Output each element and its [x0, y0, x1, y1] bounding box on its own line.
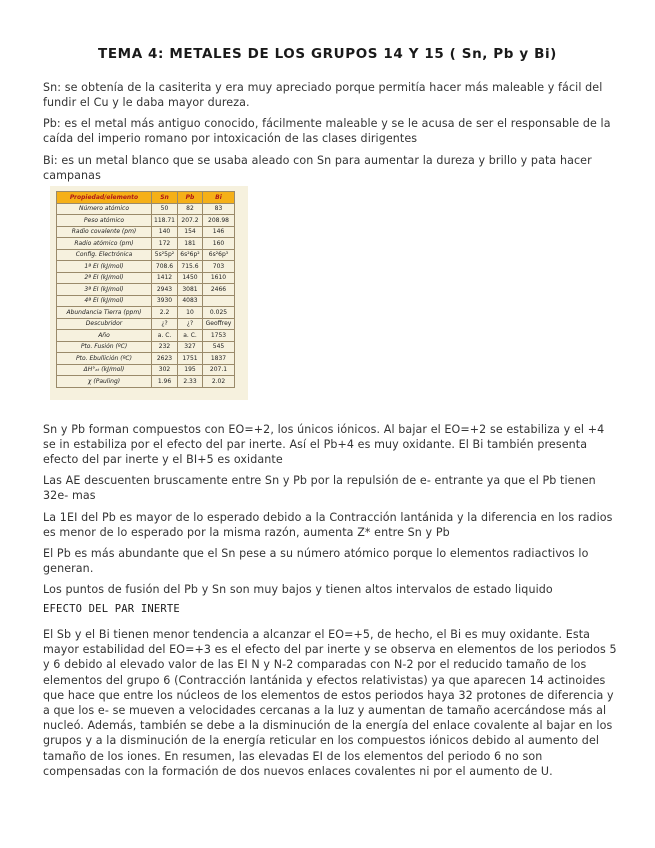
table-cell: 10: [178, 307, 203, 319]
table-body: [57, 203, 235, 387]
table-cell: 0.025: [203, 307, 235, 319]
table-cell: 83: [203, 203, 235, 215]
table-row: [57, 238, 235, 250]
table-row-label: 4ª EI (kJ/mol): [57, 295, 152, 307]
table-cell: 2623: [152, 353, 178, 365]
table-row-label: Pto. Fusión (ºC): [57, 341, 152, 353]
table-row-label: 1ª EI (kJ/mol): [57, 261, 152, 273]
table-cell: 2.2: [152, 307, 178, 319]
paragraph-oxidation-states: Sn y Pb forman compuestos con EO=+2, los únicos iónicos. Al bajar el EO=+2 se estabiliza y el +4 se in estabiliza por el efecto del par inerte. Así el Pb+4 es muy oxidante. El Bi también presenta efecto del par inerte y el BI+5 es oxidante: [43, 423, 605, 467]
table-cell: 703: [203, 261, 235, 273]
table-cell: 6s²6p²: [178, 249, 203, 261]
table-row: [57, 330, 235, 342]
table-header-cell: Pb: [178, 192, 203, 204]
table-row: [57, 284, 235, 296]
table-cell: 6s²6p³: [203, 249, 235, 261]
table-cell: 708.6: [152, 261, 178, 273]
table-cell: 140: [152, 226, 178, 238]
table-row-label: χ (Pauling): [57, 376, 152, 388]
table-cell: 181: [178, 238, 203, 250]
table-cell: 1.96: [152, 376, 178, 388]
table-row: [57, 341, 235, 353]
table-row: [57, 226, 235, 238]
table-row: [57, 249, 235, 261]
table-row: [57, 272, 235, 284]
table-cell: 1753: [203, 330, 235, 342]
table-row-label: Config. Electrónica: [57, 249, 152, 261]
table-cell: Geoffrey: [203, 318, 235, 330]
paragraph-inert-pair-effect: El Sb y el Bi tienen menor tendencia a alcanzar el EO=+5, de hecho, el Bi es muy oxidante. Esta mayor estabilidad del EO=+3 es el efecto del par inerte y se observa en elementos de los periodos 5 y 6 debido al elevado valor de las EI N y N-2 comparadas con N-2 por el reducido tamaño de los elementos del grupo 6 (Contracción lantánida y efectos relativistas) ya que aparecen 14 actinoides que hace que entre los núcleos de los elementos de estos periodos haya 32 protones de diferencia y a que los e- se mueven a velocidades cercanas a la luz y aumentan de tamaño acercándose más al nucleó. Además, también se debe a la disminución de la energía del enlace covalente al bajar en los grupos y a la disminución de la energía reticular en los compuestos iónicos debido al aumento del tamaño de los iones. En resumen, las elevadas EI de los elementos del periodo 6 no son compensadas con la formación de dos nuevos enlaces covalentes ni por el aumento de U.: [43, 628, 617, 778]
table-cell: 4083: [178, 295, 203, 307]
table-row: [57, 203, 235, 215]
table-cell: 160: [203, 238, 235, 250]
table-cell: 195: [178, 364, 203, 376]
table-cell: 1450: [178, 272, 203, 284]
table-cell: [203, 295, 235, 307]
table-row-label: ΔH°ₐₜ (kJ/mol): [57, 364, 152, 376]
table-cell: 715.6: [178, 261, 203, 273]
table-row: [57, 295, 235, 307]
table-header-cell: Propiedad/elemento: [57, 192, 152, 204]
paragraph-abundance: El Pb es más abundante que el Sn pese a su número atómico porque lo elementos radiactivos lo generan.: [43, 547, 589, 576]
paragraph-electron-affinity: Las AE descuenten bruscamente entre Sn y Pb por la repulsión de e- entrante ya que el Pb tienen 32e- mas: [43, 474, 596, 503]
table-cell: 1610: [203, 272, 235, 284]
table-cell: 545: [203, 341, 235, 353]
table-row: [57, 318, 235, 330]
table-cell: 82: [178, 203, 203, 215]
table-row-label: Descubridor: [57, 318, 152, 330]
table-cell: 5s²5p²: [152, 249, 178, 261]
table-cell: 2943: [152, 284, 178, 296]
table-row-label: Abundancia Tierra (ppm): [57, 307, 152, 319]
table-row-label: Peso atómico: [57, 215, 152, 227]
table-row: [57, 376, 235, 388]
table-cell: ¿?: [178, 318, 203, 330]
paragraph-bi: Bi: es un metal blanco que se usaba aleado con Sn para aumentar la dureza y brillo y pata hacer campanas: [43, 154, 592, 183]
section-heading: EFECTO DEL PAR INERTE: [43, 603, 180, 615]
table-cell: 3930: [152, 295, 178, 307]
properties-table: [56, 191, 235, 388]
table-row: [57, 353, 235, 365]
table-cell: ¿?: [152, 318, 178, 330]
table-cell: 118.71: [152, 215, 178, 227]
table-cell: 2466: [203, 284, 235, 296]
table-header-cell: Sn: [152, 192, 178, 204]
paragraph-pb: Pb: es el metal más antiguo conocido, fácilmente maleable y se le acusa de ser el responsable de la caída del imperio romano por intoxicación de las clases dirigentes: [43, 117, 611, 146]
table-row-label: Número atómico: [57, 203, 152, 215]
table-cell: 232: [152, 341, 178, 353]
table-row: [57, 307, 235, 319]
table-cell: 172: [152, 238, 178, 250]
table-row-label: 2ª EI (kJ/mol): [57, 272, 152, 284]
table-cell: 50: [152, 203, 178, 215]
paragraph-sn: Sn: se obtenía de la casiterita y era muy apreciado porque permitía hacer más maleable y fácil del fundir el Cu y le daba mayor dureza.: [43, 81, 603, 110]
table-row: [57, 215, 235, 227]
table-cell: 207.2: [178, 215, 203, 227]
table-row-label: Año: [57, 330, 152, 342]
table-cell: a. C.: [178, 330, 203, 342]
table-cell: 302: [152, 364, 178, 376]
table-cell: 208.98: [203, 215, 235, 227]
table-cell: 154: [178, 226, 203, 238]
properties-table-image: [50, 186, 248, 400]
paragraph-melting-points: Los puntos de fusión del Pb y Sn son muy bajos y tienen altos intervalos de estado liquido: [43, 583, 553, 596]
table-cell: 1837: [203, 353, 235, 365]
table-row: [57, 364, 235, 376]
table-row-label: Radio atómico (pm): [57, 238, 152, 250]
table-row-label: Radio covalente (pm): [57, 226, 152, 238]
table-cell: 2.33: [178, 376, 203, 388]
page-title: TEMA 4: METALES DE LOS GRUPOS 14 Y 15 ( Sn, Pb y Bi): [98, 46, 557, 62]
table-header-row: [57, 192, 235, 204]
table-header-cell: Bi: [203, 192, 235, 204]
table-cell: 2.02: [203, 376, 235, 388]
table-row: [57, 261, 235, 273]
table-cell: 146: [203, 226, 235, 238]
table-row-label: 3ª EI (kJ/mol): [57, 284, 152, 296]
table-cell: 1751: [178, 353, 203, 365]
table-cell: a. C.: [152, 330, 178, 342]
paragraph-ionization-energy: La 1EI del Pb es mayor de lo esperado debido a la Contracción lantánida y la diferencia en los radios es menor de lo esperado por la misma razón, aumenta Z* entre Sn y Pb: [43, 511, 613, 540]
table-cell: 3081: [178, 284, 203, 296]
table-row-label: Pto. Ebullición (ºC): [57, 353, 152, 365]
table-cell: 1412: [152, 272, 178, 284]
table-cell: 327: [178, 341, 203, 353]
table-cell: 207.1: [203, 364, 235, 376]
